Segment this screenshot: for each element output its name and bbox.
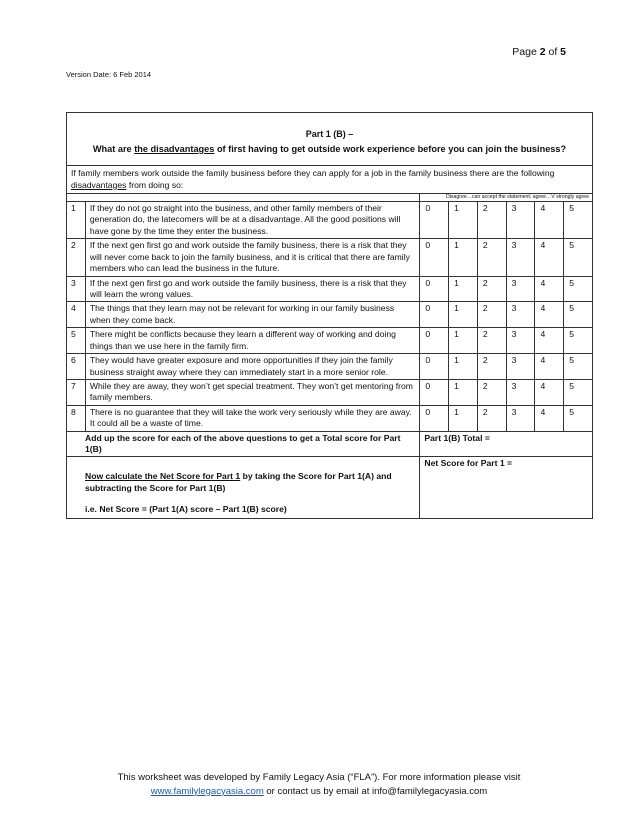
- question-row: [67, 239, 593, 276]
- question-text: They would have greater exposure and more opportunities if they join the family business straight away where they can immediately start in a more senior role.: [85, 354, 419, 380]
- question-row: [67, 202, 593, 239]
- sum-instruction: Add up the score for each of the above questions to get a Total score for Part 1(B): [67, 431, 420, 457]
- score-option[interactable]: 2: [477, 328, 506, 354]
- footer-line2: www.familylegacyasia.com or contact us by email at info@familylegacyasia.com: [150, 785, 488, 797]
- score-option[interactable]: 4: [535, 202, 564, 239]
- score-option[interactable]: 5: [564, 379, 593, 405]
- question-row: [67, 379, 593, 405]
- score-option[interactable]: 5: [564, 302, 593, 328]
- score-option[interactable]: 5: [564, 328, 593, 354]
- net-formula: i.e. Net Score = (Part 1(A) score – Part 1(B) score): [85, 504, 287, 515]
- intro-text: If family members work outside the family business before they can apply for a job in the family business there are the following disadvantages from doing so:: [67, 166, 593, 194]
- score-option[interactable]: 4: [535, 276, 564, 302]
- score-option[interactable]: 4: [535, 328, 564, 354]
- question-list: [67, 202, 593, 432]
- score-option[interactable]: 3: [506, 328, 535, 354]
- score-option[interactable]: 5: [564, 239, 593, 276]
- score-option[interactable]: 2: [477, 239, 506, 276]
- net-instruction-lead: Now calculate the Net Score for Part 1: [85, 471, 241, 482]
- score-option[interactable]: 0: [420, 379, 449, 405]
- question-number: 3: [67, 276, 86, 302]
- score-option[interactable]: 0: [420, 302, 449, 328]
- question-text: While they are away, they won’t get special treatment. They won’t get mentoring from family members.: [85, 379, 419, 405]
- score-option[interactable]: 0: [420, 405, 449, 431]
- net-score-field[interactable]: Net Score for Part 1 =: [420, 457, 593, 518]
- question-row: [67, 405, 593, 431]
- worksheet-table: [66, 112, 593, 519]
- question-number: 1: [67, 202, 86, 239]
- question-text: There is no guarantee that they will take the work very seriously while they are away. It could all be a waste of time.: [85, 405, 419, 431]
- score-option[interactable]: 1: [449, 379, 478, 405]
- question-text: If the next gen first go and work outside the family business, there is a risk that they will learn the wrong values.: [85, 276, 419, 302]
- score-option[interactable]: 1: [449, 202, 478, 239]
- score-option[interactable]: 3: [506, 239, 535, 276]
- question-text: If they do not go straight into the business, and other family members of their generation do, the latecomers will be at a disadvantage. All the good positions will have gone by the time they enter the business.: [85, 202, 419, 239]
- question-row: [67, 354, 593, 380]
- question-text: If the next gen first go and work outside the family business, there is a risk that they will never come back to join the family business, and it is critical that there are family members who can lead the business in the future.: [85, 239, 419, 276]
- score-option[interactable]: 4: [535, 239, 564, 276]
- part-header: [67, 113, 593, 166]
- score-option[interactable]: 1: [449, 328, 478, 354]
- scale-label: Disagree…can accept the statement; agree…V strongly agree: [420, 194, 593, 202]
- score-option[interactable]: 0: [420, 202, 449, 239]
- question-text: There might be conflicts because they learn a different way of working and doing things than we use here in the family firm.: [85, 328, 419, 354]
- score-option[interactable]: 2: [477, 302, 506, 328]
- question-number: 6: [67, 354, 86, 380]
- score-option[interactable]: 1: [449, 276, 478, 302]
- question-text: The things that they learn may not be relevant for working in our family business when they come back.: [85, 302, 419, 328]
- question-row: [67, 328, 593, 354]
- score-option[interactable]: 0: [420, 354, 449, 380]
- score-option[interactable]: 3: [506, 405, 535, 431]
- score-option[interactable]: 2: [477, 405, 506, 431]
- footer: [0, 771, 638, 799]
- question-number: 8: [67, 405, 86, 431]
- score-option[interactable]: 1: [449, 354, 478, 380]
- question-number: 4: [67, 302, 86, 328]
- score-option[interactable]: 0: [420, 276, 449, 302]
- question-number: 5: [67, 328, 86, 354]
- score-option[interactable]: 2: [477, 379, 506, 405]
- question-number: 7: [67, 379, 86, 405]
- score-option[interactable]: 0: [420, 239, 449, 276]
- score-option[interactable]: 1: [449, 405, 478, 431]
- score-option[interactable]: 3: [506, 379, 535, 405]
- website-link[interactable]: www.familylegacyasia.com: [150, 785, 264, 797]
- score-option[interactable]: 1: [449, 239, 478, 276]
- net-instruction: Now calculate the Net Score for Part 1 by taking the Score for Part 1(A) and subtracting the Score for Part 1(B) i.e. Net Score = (Part 1(A) score – Part 1(B) score): [67, 457, 420, 518]
- total-score-field[interactable]: Part 1(B) Total =: [420, 431, 593, 457]
- page-number: Page 2 of 5: [512, 46, 566, 58]
- score-option[interactable]: 3: [506, 202, 535, 239]
- score-option[interactable]: 5: [564, 276, 593, 302]
- question-number: 2: [67, 239, 86, 276]
- score-option[interactable]: 1: [449, 302, 478, 328]
- score-option[interactable]: 4: [535, 405, 564, 431]
- question-row: [67, 276, 593, 302]
- score-option[interactable]: 0: [420, 328, 449, 354]
- part-title: Part 1 (B) –: [305, 129, 354, 139]
- score-option[interactable]: 3: [506, 302, 535, 328]
- footer-line1: This worksheet was developed by Family Legacy Asia (“FLA”). For more information please visit: [117, 772, 521, 783]
- score-option[interactable]: 5: [564, 354, 593, 380]
- part-question: What are the disadvantages of first having to get outside work experience before you can join the business?: [92, 143, 567, 154]
- score-option[interactable]: 5: [564, 405, 593, 431]
- score-option[interactable]: 3: [506, 276, 535, 302]
- score-option[interactable]: 2: [477, 354, 506, 380]
- score-option[interactable]: 2: [477, 276, 506, 302]
- question-row: [67, 302, 593, 328]
- score-option[interactable]: 4: [535, 379, 564, 405]
- version-date: Version Date: 6 Feb 2014: [66, 70, 152, 79]
- score-option[interactable]: 3: [506, 354, 535, 380]
- score-option[interactable]: 2: [477, 202, 506, 239]
- score-option[interactable]: 5: [564, 202, 593, 239]
- score-option[interactable]: 4: [535, 302, 564, 328]
- score-option[interactable]: 4: [535, 354, 564, 380]
